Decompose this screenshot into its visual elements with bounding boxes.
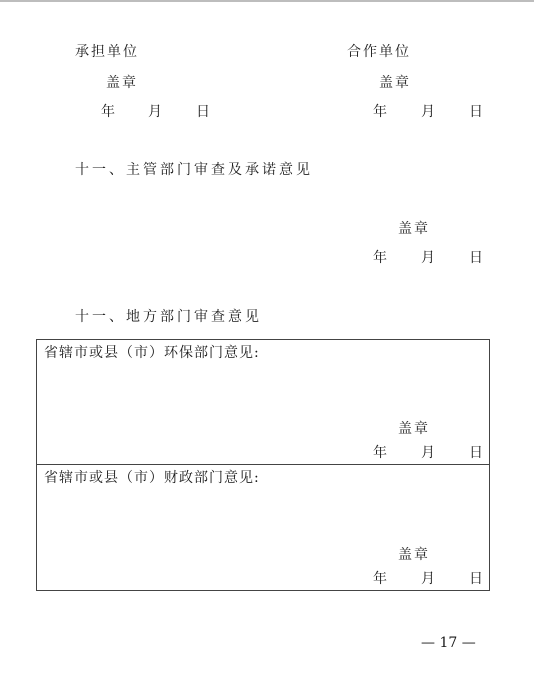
right-seal-label: 盖章 [379,75,411,91]
section-b-heading: 十一、地方部门审查意见 [75,309,262,325]
section-a-heading: 十一、主管部门审查及承诺意见 [75,162,313,178]
section-a-year: 年 [373,250,389,266]
box2-month: 月 [421,571,437,587]
environment-dept-label: 省辖市或县（市）环保部门意见: [44,345,260,361]
left-year-label: 年 [101,104,117,120]
section-a-seal: 盖章 [398,221,430,237]
right-day-label: 日 [469,104,485,120]
box1-day: 日 [469,445,485,461]
box2-seal: 盖章 [398,547,430,563]
box1-seal: 盖章 [398,421,430,437]
box2-year: 年 [373,571,389,587]
section-a-day: 日 [469,250,485,266]
left-unit-label: 承担单位 [75,44,139,60]
section-a-month: 月 [421,250,437,266]
left-day-label: 日 [196,104,212,120]
box2-day: 日 [469,571,485,587]
box1-month: 月 [421,445,437,461]
left-seal-label: 盖章 [106,75,138,91]
box1-year: 年 [373,445,389,461]
page-number: — 17 — [421,635,476,651]
left-month-label: 月 [148,104,164,120]
finance-dept-label: 省辖市或县（市）财政部门意见: [44,470,260,486]
right-month-label: 月 [421,104,437,120]
right-unit-label: 合作单位 [347,44,411,60]
right-year-label: 年 [373,104,389,120]
top-rule [0,0,534,2]
